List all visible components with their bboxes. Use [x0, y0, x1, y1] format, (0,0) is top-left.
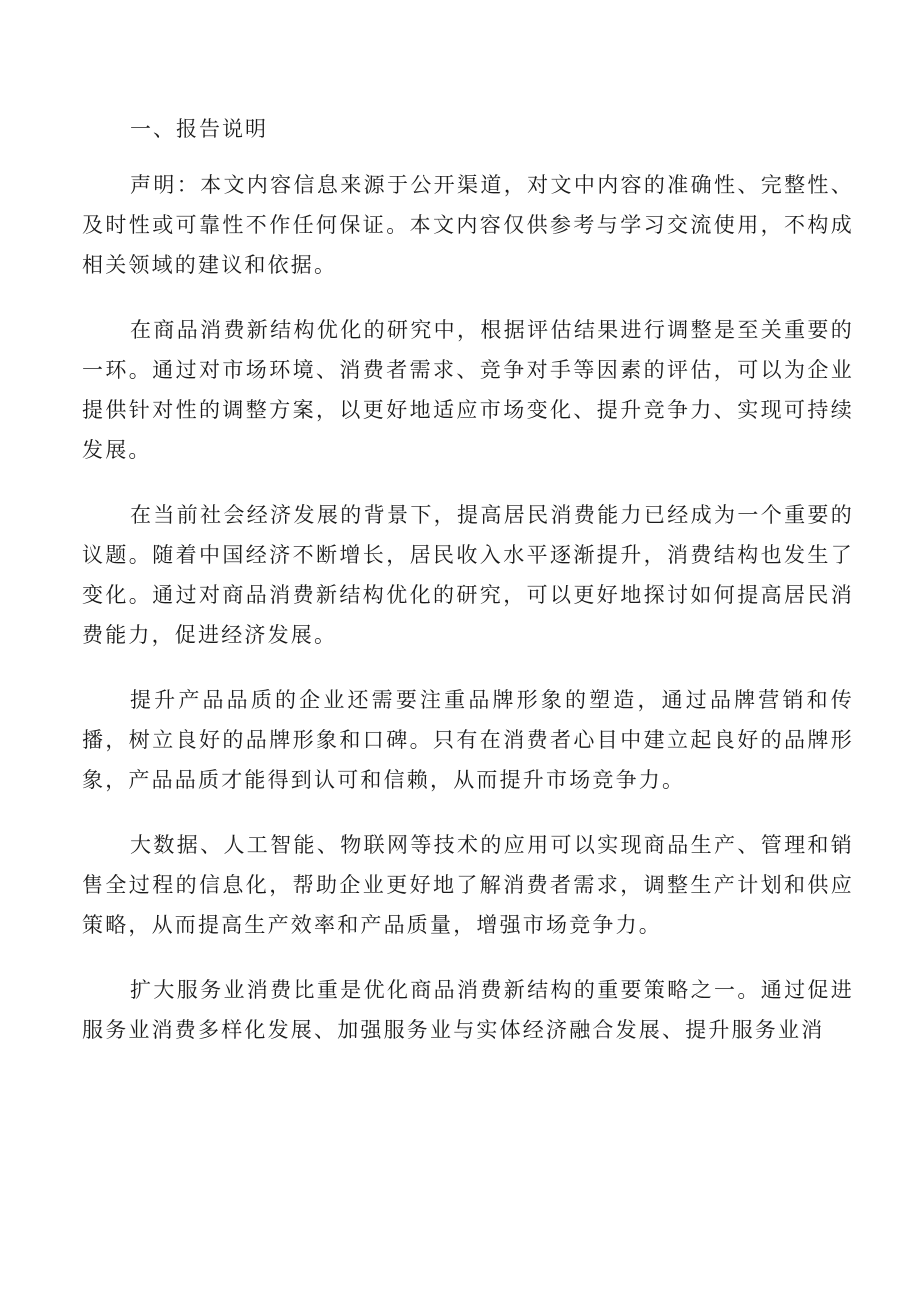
body-paragraph: 大数据、人工智能、物联网等技术的应用可以实现商品生产、管理和销售全过程的信息化，帮助企业更好地了解消费者需求，调整生产计划和供应策略，从而提高生产效率和产品质量，增强市场竞争力。: [82, 833, 854, 937]
disclaimer-paragraph: 声明：本文内容信息来源于公开渠道，对文中内容的准确性、完整性、及时性或可靠性不作任何保证。本文内容仅供参考与学习交流使用，不构成相关领域的建议和依据。: [82, 173, 854, 277]
body-paragraph: 扩大服务业消费比重是优化商品消费新结构的重要策略之一。通过促进服务业消费多样化发展、加强服务业与实体经济融合发展、提升服务业消: [82, 978, 854, 1042]
body-paragraph: 在当前社会经济发展的背景下，提高居民消费能力已经成为一个重要的议题。随着中国经济不断增长，居民收入水平逐渐提升，消费结构也发生了变化。通过对商品消费新结构优化的研究，可以更好地探讨如何提高居民消费能力，促进经济发展。: [82, 503, 854, 647]
body-paragraph: 在商品消费新结构优化的研究中，根据评估结果进行调整是至关重要的一环。通过对市场环境、消费者需求、竞争对手等因素的评估，可以为企业提供针对性的调整方案，以更好地适应市场变化、提升竞争力、实现可持续发展。: [82, 318, 854, 462]
section-heading: 一、报告说明: [130, 117, 268, 141]
body-paragraph: 提升产品品质的企业还需要注重品牌形象的塑造，通过品牌营销和传播，树立良好的品牌形象和口碑。只有在消费者心目中建立起良好的品牌形象，产品品质才能得到认可和信赖，从而提升市场竞争力。: [82, 688, 854, 792]
